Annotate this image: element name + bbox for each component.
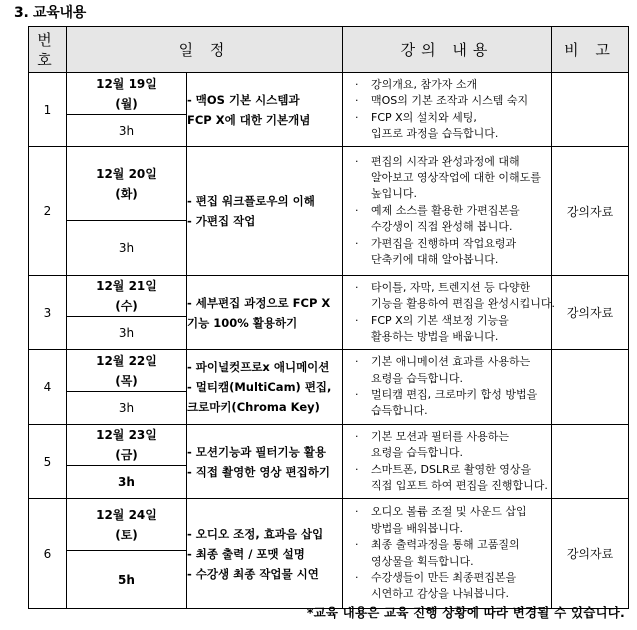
row-number: 4 — [29, 350, 67, 425]
date-text: 12월 23일 — [96, 428, 157, 442]
weekday-text: (화) — [115, 186, 138, 201]
session-date — [67, 425, 187, 466]
date-text: 12월 20일 — [96, 166, 157, 181]
date-text: 12월 21일 — [96, 279, 157, 293]
header-date: 일 정 — [67, 27, 343, 73]
content-list — [343, 77, 551, 143]
session-duration: 3h — [67, 115, 187, 147]
content-line: · 가편집을 진행하며 작업요령과 — [371, 236, 517, 250]
lecture-content — [343, 499, 552, 609]
topic-line: 크로마키(Chroma Key) — [187, 400, 320, 414]
remark — [552, 425, 629, 499]
session-topic — [187, 73, 343, 147]
content-item — [343, 313, 551, 346]
topic-line: FCP X에 대한 기본개념 — [187, 112, 311, 127]
content-line: · 최종 출력과정을 통해 고품질의 — [371, 538, 520, 552]
content-line: · 기본 애니메이션 효과를 사용하는 — [371, 355, 531, 369]
content-line: 수강생이 직접 완성해 봅니다. — [371, 220, 513, 234]
content-list — [343, 154, 551, 269]
content-item — [343, 280, 556, 313]
content-line: 높입니다. — [371, 187, 418, 201]
row-number: 6 — [29, 499, 67, 609]
topic-line: - 오디오 조정, 효과음 삽입 — [187, 526, 324, 541]
table-row — [29, 276, 629, 317]
remark — [552, 73, 629, 147]
lecture-content — [343, 350, 552, 425]
date-text: 12월 19일 — [96, 76, 157, 91]
content-line: · 오디오 볼륨 조절 및 사운드 삽입 — [371, 505, 527, 519]
session-duration: 3h — [67, 317, 187, 350]
session-date — [67, 73, 187, 115]
content-line: · 강의개요, 참가자 소개 — [371, 77, 478, 91]
topic-line: 기능 100% 활용하기 — [187, 315, 298, 330]
weekday-text: (토) — [115, 527, 138, 542]
session-date — [67, 147, 187, 221]
content-line: 시연하고 감상을 나눠봅니다. — [371, 587, 510, 601]
topic-line: - 편집 워크플로우의 이해 — [187, 194, 315, 208]
content-item — [343, 93, 551, 109]
content-item — [343, 462, 551, 495]
header-number: 번 호 — [29, 27, 67, 73]
content-line: 활용하는 방법을 배웁니다. — [371, 329, 499, 343]
date-text: 12월 24일 — [96, 507, 157, 522]
topic-line: - 파이널컷프로x 애니메이션 — [187, 360, 330, 374]
content-line: · 예제 소스를 활용한 가편집본을 — [371, 203, 520, 217]
content-line: 방법을 배워봅니다. — [371, 521, 464, 535]
session-topic — [187, 147, 343, 276]
session-duration: 3h — [67, 466, 187, 499]
content-item — [343, 77, 551, 93]
course-schedule-table — [28, 26, 629, 609]
content-line: · 맥OS의 기본 조작과 시스템 숙지 — [371, 94, 529, 108]
remark: 강의자료 — [552, 499, 629, 609]
content-line: · 멀티캠 편집, 크로마키 합성 방법을 — [371, 388, 538, 401]
content-list — [343, 354, 551, 420]
content-line: · 수강생들이 만든 최종편집본을 — [371, 570, 517, 584]
content-item — [343, 429, 551, 462]
content-line: 습득합니다. — [371, 404, 428, 418]
session-date — [67, 276, 187, 317]
session-topic — [187, 499, 343, 609]
content-line: · FCP X의 기본 색보정 기능을 — [371, 313, 509, 327]
lecture-content — [343, 73, 552, 147]
topic-line: - 가편집 작업 — [187, 214, 256, 228]
session-date — [67, 499, 187, 551]
row-number: 3 — [29, 276, 67, 350]
lecture-content — [343, 147, 552, 276]
lecture-content — [343, 276, 556, 350]
topic-line: - 직접 촬영한 영상 편집하기 — [187, 464, 330, 479]
session-duration: 3h — [67, 221, 187, 276]
topic-line: - 세부편집 과정으로 FCP X — [187, 295, 331, 310]
content-list — [343, 429, 551, 495]
content-line: 직접 입포트 하여 편집을 진행합니다. — [371, 478, 548, 492]
content-line: · 기본 모션과 필터를 사용하는 — [371, 429, 510, 443]
lecture-content — [343, 425, 552, 499]
content-line: 알아보고 영상작업에 대한 이해도를 — [371, 170, 541, 184]
content-line: · 스마트폰, DSLR로 촬영한 영상을 — [371, 462, 532, 476]
content-item — [343, 154, 551, 203]
content-item — [343, 387, 551, 420]
topic-line: - 최종 출력 / 포맷 설명 — [187, 546, 305, 561]
remark — [552, 350, 629, 425]
header-content: 강의 내용 — [343, 27, 552, 73]
remark: 강의자료 — [552, 147, 629, 276]
content-line: 입프로 과정을 습득합니다. — [371, 126, 499, 140]
date-text: 12월 22일 — [96, 353, 157, 368]
weekday-text: (목) — [115, 373, 138, 388]
topic-line: - 멀티캠(MultiCam) 편집, — [187, 380, 332, 394]
table-row — [29, 499, 629, 551]
content-item — [343, 504, 551, 537]
table-row — [29, 147, 629, 221]
row-number: 1 — [29, 73, 67, 147]
session-date — [67, 350, 187, 392]
session-topic — [187, 276, 343, 350]
table-header-row — [29, 27, 629, 73]
session-duration: 5h — [67, 551, 187, 609]
topic-line: - 맥OS 기본 시스템과 — [187, 92, 300, 107]
weekday-text: (월) — [115, 96, 138, 111]
content-item — [343, 537, 551, 570]
session-topic — [187, 350, 343, 425]
content-line: · 타이틀, 자막, 트렌지션 등 다양한 — [371, 280, 531, 294]
content-line: 단축키에 대해 알아봅니다. — [371, 253, 499, 267]
content-line: 요령을 습득합니다. — [371, 371, 464, 385]
content-list — [343, 280, 556, 346]
table-row — [29, 350, 629, 392]
header-note: 비 고 — [552, 27, 629, 73]
content-line: 기능을 활용하여 편집을 완성시킵니다. — [371, 297, 556, 311]
content-item — [343, 570, 551, 603]
content-line: · 편집의 시작과 완성과정에 대해 — [371, 154, 520, 168]
content-item — [343, 110, 551, 143]
content-item — [343, 236, 551, 269]
content-line: 영상물을 획득합니다. — [371, 554, 474, 568]
remark: 강의자료 — [552, 276, 629, 350]
table-row — [29, 425, 629, 466]
footnote: *교육 내용은 교육 진행 상황에 따라 변경될 수 있습니다. — [306, 605, 625, 620]
session-duration: 3h — [67, 392, 187, 425]
section-heading: 3. 교육내용 — [14, 5, 86, 21]
content-item — [343, 354, 551, 387]
content-list — [343, 504, 551, 602]
content-line: 요령을 습득합니다. — [371, 446, 464, 460]
content-item — [343, 203, 551, 236]
weekday-text: (금) — [115, 448, 138, 462]
row-number: 5 — [29, 425, 67, 499]
content-line: · FCP X의 설치와 세팅, — [371, 110, 477, 124]
weekday-text: (수) — [115, 299, 138, 313]
row-number: 2 — [29, 147, 67, 276]
topic-line: - 수강생 최종 작업물 시연 — [187, 566, 319, 581]
session-topic — [187, 425, 343, 499]
topic-line: - 모션기능과 필터기능 활용 — [187, 444, 326, 459]
table-row — [29, 73, 629, 115]
